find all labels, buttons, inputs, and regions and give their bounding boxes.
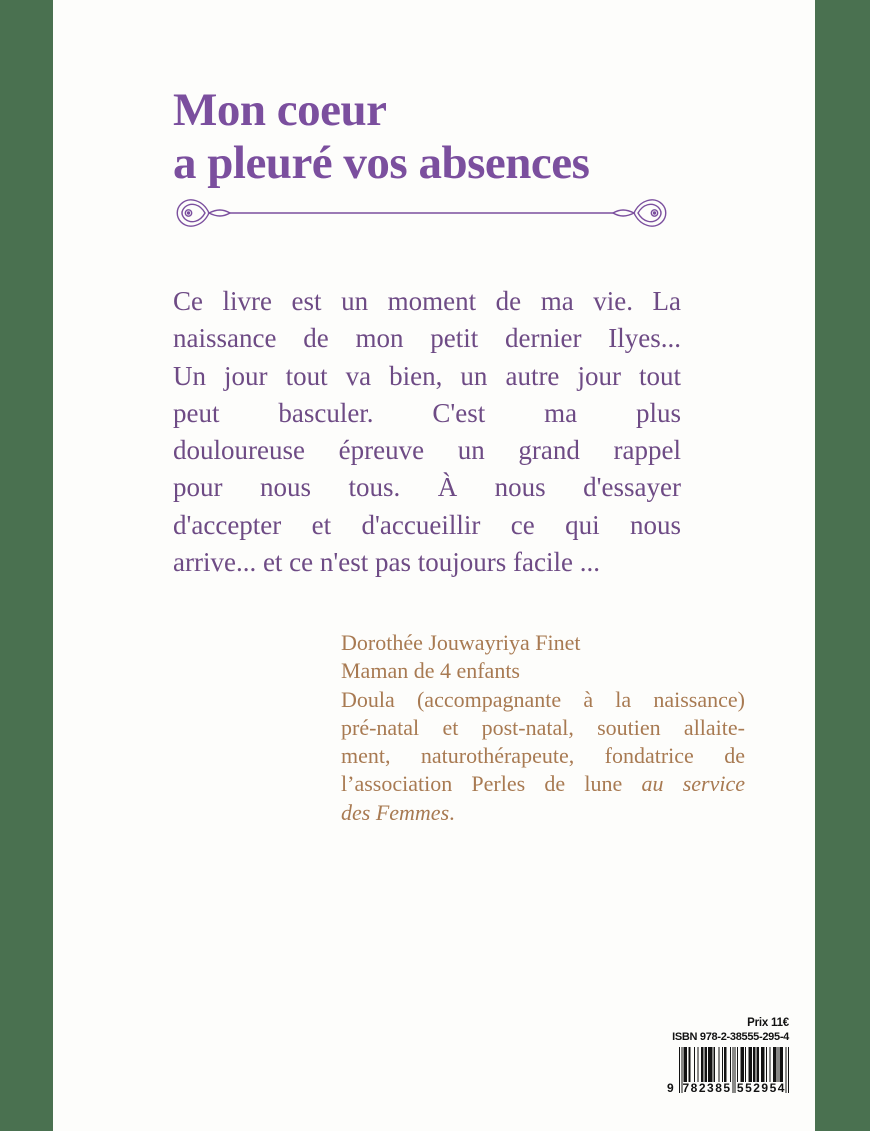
- ean-digit-group-1: 782385: [682, 1082, 732, 1095]
- synopsis-line: pour nous tous. À nous d'essayer: [173, 472, 681, 503]
- bio-text-italic: au service: [641, 771, 745, 797]
- ornament-divider-icon: [173, 194, 670, 232]
- barcode-block: [619, 1016, 789, 1095]
- ean-first-digit: 9: [667, 1081, 674, 1095]
- synopsis-line: d'accepter et d'accueillir ce qui nous: [173, 509, 681, 540]
- book-title: [173, 84, 589, 190]
- bio-line: [341, 770, 745, 798]
- book-title-line2: a pleuré vos absences: [173, 137, 590, 189]
- synopsis-line: naissance de mon petit dernier Ilyes...: [173, 323, 681, 354]
- bio-line: pré-natal et post-natal, soutien allaite-: [341, 714, 745, 740]
- synopsis-line: peut basculer. C'est ma plus: [173, 397, 681, 428]
- synopsis-line: arrive... et ce n'est pas toujours facile ...: [173, 547, 600, 578]
- synopsis-line: douloureuse épreuve un grand rappel: [173, 435, 681, 466]
- bio-line: [341, 799, 745, 827]
- author-bio: [341, 629, 745, 827]
- price-label: Prix 11€: [747, 1017, 789, 1029]
- bio-text-regular: .: [449, 799, 455, 825]
- bio-text-italic: des Femmes: [341, 799, 450, 825]
- ean-digit-group-2: 552954: [736, 1082, 786, 1095]
- ean13-barcode: [667, 1047, 789, 1095]
- author-name: Dorothée Jouwayriya Finet: [341, 630, 581, 655]
- isbn-label: ISBN 978-2-38555-295-4: [672, 1031, 789, 1043]
- synopsis-paragraph: [173, 283, 681, 581]
- ornament-divider: [173, 194, 670, 232]
- book-title-line1: Mon coeur: [173, 84, 387, 136]
- back-cover: [53, 0, 815, 1131]
- bio-line: Maman de 4 enfants: [341, 658, 520, 684]
- synopsis-line: Un jour tout va bien, un autre jour tout: [173, 360, 681, 391]
- synopsis-line: Ce livre est un moment de ma vie. La: [173, 286, 681, 316]
- bio-text-regular: l’association Perles de lune: [341, 771, 642, 797]
- bio-line: Doula (accompagnante à la naissance): [341, 686, 745, 712]
- bio-line: ment, naturothérapeute, fondatrice de: [341, 743, 745, 769]
